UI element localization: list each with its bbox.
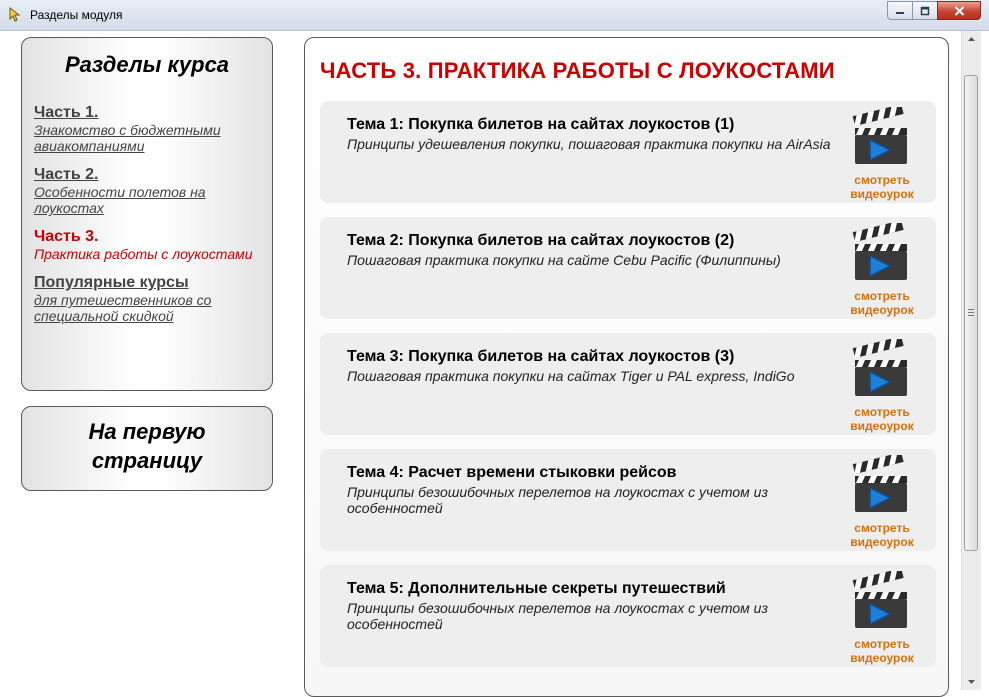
topic-description: Пошаговая практика покупки на сайтах Tiger и PAL express, IndiGo [347,368,795,384]
window-title: Разделы модуля [30,8,123,22]
topic-description: Принципы безошибочных перелетов на лоукостах с учетом из особенностей [347,484,768,516]
arrow-down-icon [962,673,981,690]
watch-video-label[interactable] [842,289,922,317]
video-clapperboard-icon [851,455,913,515]
section-description[interactable]: Особенности полетов на лоукостах [34,184,206,216]
topic-card [320,565,936,667]
watch-label-line-2[interactable]: видеоурок [850,303,914,317]
topic-description: Принципы удешевления покупки, пошаговая практика покупки на AirAsia [347,136,831,152]
cursor-icon [8,7,22,22]
topic-title: Тема 3: Покупка билетов на сайтах лоукостов (3) [347,348,735,365]
home-label-line-2: страницу [91,448,203,473]
home-page-label [22,417,272,475]
watch-video-button[interactable] [842,107,922,199]
watch-video-label[interactable] [842,637,922,665]
section-title: Часть 3. [34,228,99,245]
section-link-part-3 [34,228,264,262]
close-button[interactable] [937,1,981,20]
watch-label-line-2[interactable]: видеоурок [850,187,914,201]
home-page-button[interactable] [21,406,273,491]
watch-label-line-2[interactable]: видеоурок [850,535,914,549]
watch-video-button[interactable] [842,223,922,315]
watch-label-line-1[interactable]: смотреть [854,405,910,419]
watch-label-line-1[interactable]: смотреть [854,521,910,535]
section-link-part-1[interactable] [34,104,264,154]
arrow-up-icon [962,31,981,48]
topic-title: Тема 1: Покупка билетов на сайтах лоукостов (1) [347,116,735,133]
watch-video-label[interactable] [842,405,922,433]
section-description[interactable]: Знакомство с бюджетными авиакомпаниями [34,122,221,154]
grip-icon [968,309,974,316]
video-clapperboard-icon [851,107,913,167]
watch-label-line-1[interactable]: смотреть [854,289,910,303]
topic-card [320,333,936,435]
maximize-button[interactable] [912,1,938,20]
topic-title: Тема 4: Расчет времени стыковки рейсов [347,464,677,481]
section-title[interactable]: Часть 2. [34,166,99,183]
minimize-button[interactable] [887,1,913,20]
section-link-popular-courses[interactable] [34,274,264,324]
section-title[interactable]: Часть 1. [34,104,99,121]
section-description[interactable]: для путешественников со специальной скидкой [34,292,212,324]
minimize-icon [895,6,905,16]
watch-label-line-2[interactable]: видеоурок [850,651,914,665]
watch-label-line-2[interactable]: видеоурок [850,419,914,433]
vertical-scrollbar[interactable] [961,31,981,690]
watch-video-button[interactable] [842,455,922,547]
video-clapperboard-icon [851,339,913,399]
topic-description: Принципы безошибочных перелетов на лоукостах с учетом из особенностей [347,600,768,632]
main-content-panel [304,37,949,697]
close-icon [954,6,965,16]
scroll-up-button[interactable] [962,31,981,48]
window-title-bar[interactable] [0,0,989,31]
watch-label-line-1[interactable]: смотреть [854,637,910,651]
course-sections-list [34,104,264,336]
watch-video-label[interactable] [842,173,922,201]
video-clapperboard-icon [851,571,913,631]
page-title: ЧАСТЬ 3. ПРАКТИКА РАБОТЫ С ЛОУКОСТАМИ [320,58,835,83]
course-sections-heading: Разделы курса [64,52,230,77]
video-clapperboard-icon [851,223,913,283]
window-controls [888,1,981,20]
topic-card [320,101,936,203]
maximize-icon [920,6,930,16]
topic-card [320,449,936,551]
topic-title: Тема 5: Дополнительные секреты путешествий [347,580,726,597]
watch-video-button[interactable] [842,571,922,663]
topic-title: Тема 2: Покупка билетов на сайтах лоукостов (2) [347,232,735,249]
scrollbar-thumb[interactable] [964,75,978,551]
topic-description: Пошаговая практика покупки на сайте Cebu Pacific (Филиппины) [347,252,781,268]
topic-card [320,217,936,319]
watch-label-line-1[interactable]: смотреть [854,173,910,187]
watch-video-label[interactable] [842,521,922,549]
home-label-line-1: На первую [88,419,206,444]
scroll-down-button[interactable] [962,673,981,690]
section-link-part-2[interactable] [34,166,264,216]
section-title[interactable]: Популярные курсы [34,274,189,291]
course-sections-panel [21,37,273,391]
watch-video-button[interactable] [842,339,922,431]
section-description: Практика работы с лоукостами [34,246,253,262]
